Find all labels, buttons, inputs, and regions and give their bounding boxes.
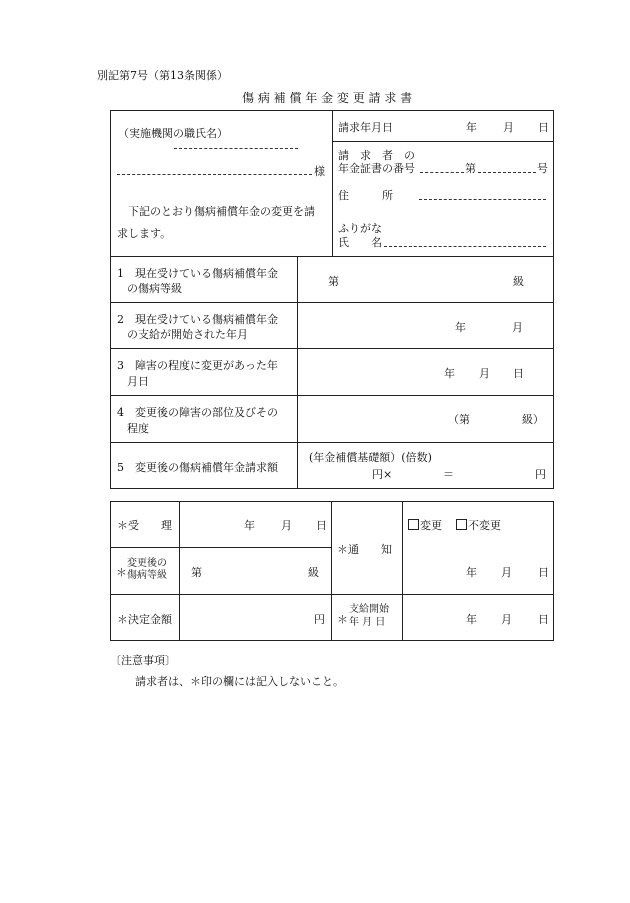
item-3-day: 日 [513,367,524,380]
name-label: 氏 名 [338,236,382,249]
receipt-label: ＊受 理 [117,519,172,532]
notes-text: 請求者は、＊印の欄には記入しないこと。 [135,675,344,688]
item-5-label: 5 変更後の傷病補償年金請求額 [117,461,278,474]
annex-label: 別記第7号（第13条関係） [97,69,228,82]
item-2-month: 月 [512,321,523,334]
start-label-1: 支給開始 [349,604,389,615]
item-4-label: 4 変更後の障害の部位及びその [117,406,278,419]
cert-dai: 第 [465,162,476,175]
no-change-checkbox[interactable] [456,519,467,530]
item-5-equals: ＝ [443,468,454,481]
change-checkbox[interactable] [408,519,419,530]
item-3-sublabel: 月日 [127,375,149,388]
start-star: ＊ [337,613,348,626]
item-5-yen: 円 [535,468,546,481]
request-date-label: 請求年月日 [338,121,393,134]
grade-label-1: 変更後の [127,558,167,569]
item-4-kyu: 級） [522,413,544,426]
amount-label: ＊決定金額 [117,613,172,626]
change-option[interactable] [408,517,442,533]
cert-line-2[interactable] [478,172,536,173]
receipt-year: 年 [244,519,255,532]
item-3-month: 月 [479,367,490,380]
grade-dai: 第 [191,566,202,579]
start-month: 月 [501,613,512,626]
claimant-label: 請 求 者 の [338,149,415,162]
grade-label-2: 傷病等級 [127,570,167,581]
receipt-month: 月 [281,519,292,532]
item-2-label: 2 現在受けている傷病補償年金 [117,313,278,326]
request-year: 年 [466,121,477,134]
notice-label: ＊通 知 [337,543,392,556]
start-year: 年 [466,613,477,626]
notes-heading: 〔注意事項〕 [110,654,176,667]
item-5-formula-head: (年金補償基礎額）(倍数) [309,451,432,464]
item-1-kyu: 級 [513,275,524,288]
grade-star: ＊ [116,566,127,579]
item-3-year: 年 [444,367,455,380]
item-1-label: 1 現在受けている傷病補償年金 [117,267,278,280]
furigana-label: ふりがな [338,222,382,235]
sama-label: 様 [314,165,325,178]
no-change-label: 不変更 [468,519,501,532]
cert-line-1[interactable] [420,172,464,173]
institution-name-line[interactable] [117,174,312,175]
request-text-1: 下記のとおり傷病補償年金の変更を請 [128,205,315,218]
start-day: 日 [538,613,549,626]
name-line[interactable] [384,246,546,247]
start-label-2: 年 月 日 [349,617,386,628]
item-2-year: 年 [455,321,466,334]
request-month: 月 [503,121,514,134]
notice-day: 日 [538,566,549,579]
address-line[interactable] [419,199,546,200]
pension-cert-label: 年金証書の番号 [338,162,415,175]
request-day: 日 [538,121,549,134]
change-label: 変更 [420,519,442,532]
item-5-yen-times: 円× [372,468,393,481]
notice-year: 年 [466,566,477,579]
form-title: 傷 病 補 償 年 金 変 更 請 求 書 [242,91,413,105]
receipt-day: 日 [316,519,327,532]
no-change-option[interactable] [456,517,501,533]
item-1-sublabel: の傷病等級 [127,282,182,295]
notice-month: 月 [501,566,512,579]
grade-kyu: 級 [308,566,319,579]
amount-yen: 円 [314,613,325,626]
address-label: 住 所 [338,189,393,202]
cert-go: 号 [537,162,548,175]
item-2-sublabel: の支給が開始された年月 [127,328,248,341]
item-3-label: 3 障害の程度に変更があった年 [117,359,278,372]
item-1-dai: 第 [328,275,339,288]
institution-label: （実施機関の職氏名） [118,127,228,140]
request-text-2: 求します。 [117,227,172,240]
item-4-sublabel: 程度 [127,422,149,435]
institution-line[interactable] [174,148,298,149]
item-4-dai: （第 [448,413,470,426]
